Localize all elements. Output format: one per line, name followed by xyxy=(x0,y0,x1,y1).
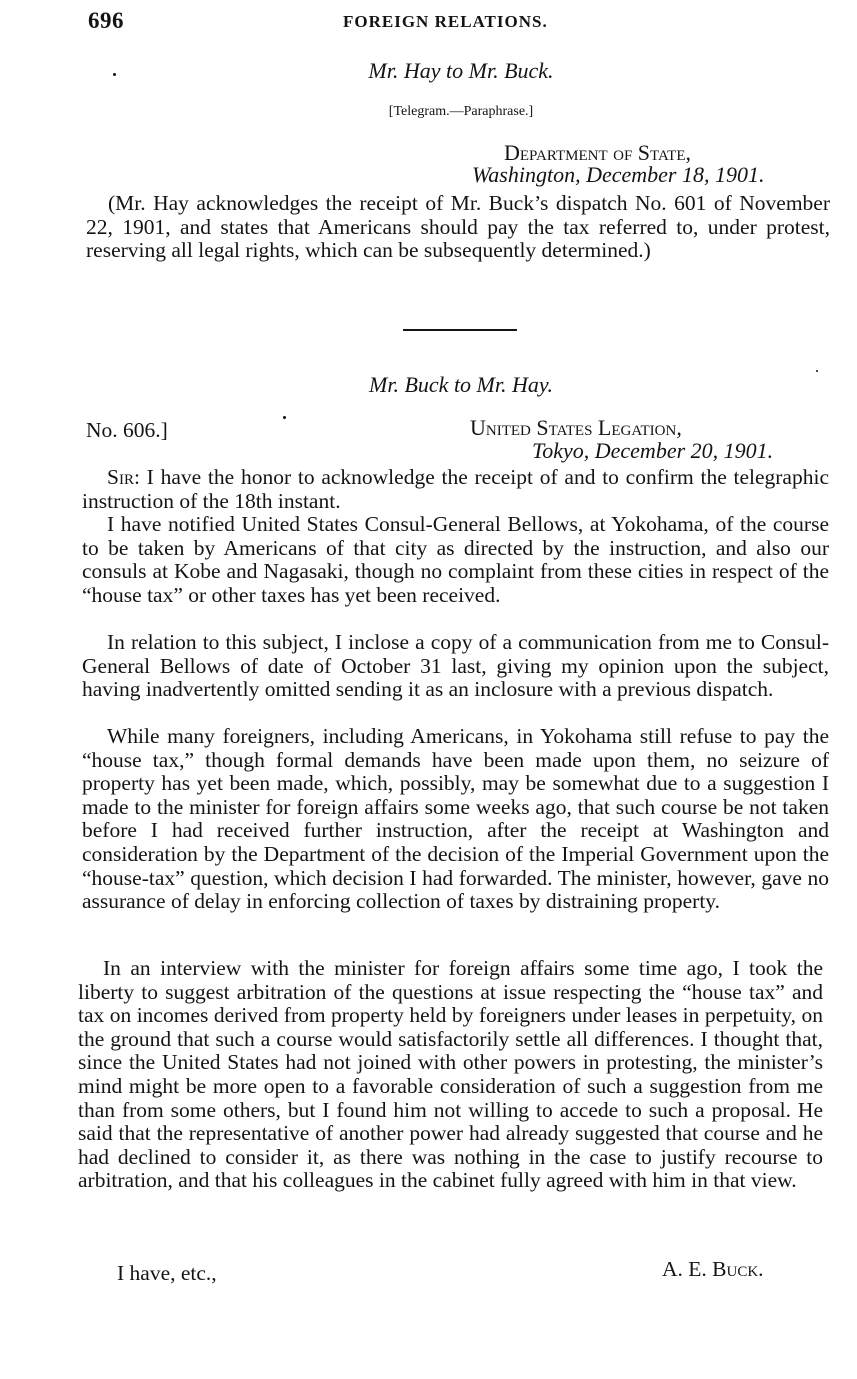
letter1-title: Mr. Hay to Mr. Buck. xyxy=(368,58,554,83)
ink-speck xyxy=(816,370,818,372)
letter1-body: (Mr. Hay acknowledges the receipt of Mr. Buck’s dispatch No. 601 of November 22, 1901, and states that Americans should pay the tax referred to, under protest, reserving all legal rights, which can be subsequently determined.) xyxy=(86,191,830,263)
ink-speck xyxy=(113,73,116,76)
letter2-dateline-date: , December 20, 1901. xyxy=(583,438,774,463)
paragraph-3: In relation to this subject, I inclose a copy of a communication from me to Consul-General Bellows of date of October 31 last, giving my opinion upon the subject, having inadvertently omitted sending it as an inclosure with a previous dispatch. xyxy=(82,630,829,702)
paragraph-5: In an interview with the minister for foreign affairs some time ago, I took the liberty to suggest arbitration of the questions at issue respecting the “house tax” and tax on incomes derived from property held by foreigners under leases in perpetuity, on the ground that such a course would satisfactorily settle all differences. I thought that, since the United States had not joined with other powers in protesting, the minister’s mind might be more open to a favorable consideration of such a suggestion from me than from some others, but I found him not willing to accede to such a proposal. He said that the representative of another power had already suggested that course and he had declined to consider it, as there was nothing in the case to justify recourse to arbitration, and that his colleagues in the cabinet fully agreed with him in that view. xyxy=(78,956,823,1193)
letter2-place: United States Legation, xyxy=(470,415,682,440)
letter1-dateline-city: Washington xyxy=(472,162,576,187)
signature: A. E. Buck. xyxy=(662,1257,764,1281)
paragraph-1 xyxy=(82,466,829,513)
letter1-note: [Telegram.—Paraphrase.] xyxy=(388,104,534,119)
section-divider xyxy=(403,329,517,331)
running-title: FOREIGN RELATIONS. xyxy=(343,12,548,31)
closing: I have, etc., xyxy=(117,1261,217,1285)
letter1-dateline-date: , December 18, 1901. xyxy=(575,162,765,187)
letter2-dateline xyxy=(532,438,773,464)
letter2-title: Mr. Buck to Mr. Hay. xyxy=(369,372,553,397)
page-number: 696 xyxy=(88,8,124,33)
ink-speck xyxy=(283,416,286,419)
letter1-place: Department of State, xyxy=(504,140,691,165)
paragraph-1-text: I have the honor to acknowledge the receipt of and to confirm the telegraphic instruction of the 18th instant. xyxy=(82,465,829,513)
salutation: Sir: xyxy=(107,465,140,489)
dispatch-number: No. 606.] xyxy=(86,418,168,442)
letter1-dateline xyxy=(472,162,765,188)
letter2-dateline-city: Tokyo xyxy=(532,438,584,463)
paragraph-4: While many foreigners, including Americans, in Yokohama still refuse to pay the “house tax,” though formal demands have been made upon them, no seizure of property has yet been made, which, possibly, may be somewhat due to a suggestion I made to the minister for foreign affairs some weeks ago, that such course be not taken before I had received further instruction, after the receipt at Washington and consideration by the Department of the decision of the Imperial Government upon the “house-tax” question, which decision I had forwarded. The minister, however, gave no assurance of delay in enforcing collection of taxes by distraining property. xyxy=(82,724,829,914)
paragraph-2: I have notified United States Consul-General Bellows, at Yokohama, of the course to be taken by Americans of that city as directed by the instruction, and also our consuls at Kobe and Nagasaki, though no complaint from these cities in respect of the “house tax” or other taxes has yet been received. xyxy=(82,512,829,607)
